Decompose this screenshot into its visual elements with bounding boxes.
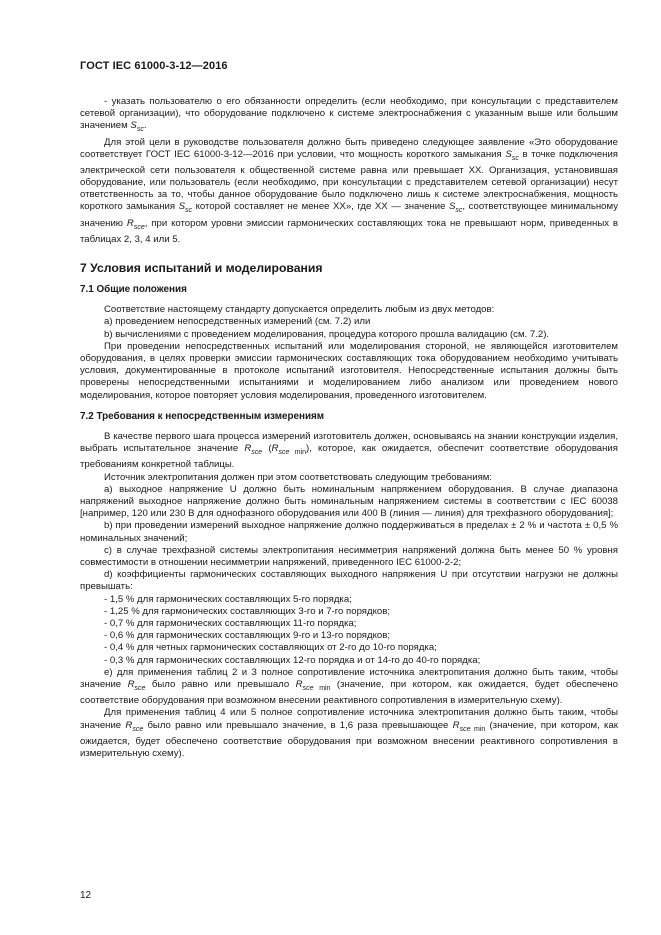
paragraph-7-1-conditions: При проведении непосредственных испытаний или моделирования стороной, не являющейся изготовителем оборудования, в целях проверки эмиссии гармонических составляющих тока оборудованием необходимо учитывать условия, документированные в протоколе испытаний изготовителя. Непосредственные испытания должны быть проверены непосредственными испытаниями и моделированием либо анализом или проведением нового моделирования, которое повторяет условия моделирования, проведенного изготовителем. xyxy=(80,340,618,401)
list-item-7-2-e: е) для применения таблиц 2 и 3 полное сопротивление источника электропитания должно быть таким, чтобы значение $R_{sce}$ было равно или превышало $R_{sce min}$ (значение, при котором, как ожидается, будет обеспечено соответствие оборудования при возможном внесении реактивного сопротивления в измерительную схему). xyxy=(80,666,618,707)
list-item-7-2-c: с) в случае трехфазной системы электропитания несимметрия напряжений должна быть менее 50 % уровня совместимости в отношении несимметрии напряжений, приведенного IEC 61000-2-2; xyxy=(80,544,618,569)
list-item: - 1,5 % для гармонических составляющих 5-го порядка; xyxy=(104,593,352,605)
list-item: - 0,6 % для гармонических составляющих 9-го и 13-го порядков; xyxy=(104,630,391,642)
harmonics-limits-list xyxy=(80,594,618,667)
paragraph-7-2-source-requirements: Источник электропитания должен при этом соответствовать следующим требованиям: xyxy=(104,471,493,483)
page-content xyxy=(80,96,618,760)
list-item: - 0,3 % для гармонических составляющих 12-го порядка и от 14-го до 40-го порядка; xyxy=(104,654,481,666)
list-item-7-1-b: b) вычислениями с проведением моделирования, процедура которого прошла валидацию (см. 7.2). xyxy=(104,328,550,340)
paragraph-7-2-tables-4-5: Для применения таблиц 4 или 5 полное сопротивление источника электропитания должно быть таким, чтобы значение $R_{sce}$ было равно или превышало значение, в 1,6 раза превышающее $R_{sce min}$ (значение, при котором, как ожидается, будет обеспечено соответствие оборудования при возможном внесении реактивного сопротивления в измерительную схему). xyxy=(80,707,618,759)
paragraph-7-1-intro: Соответствие настоящему стандарту допускается определить любым из двух методов: xyxy=(104,304,495,316)
list-item-7-2-b: b) при проведении измерений выходное напряжение должно поддерживаться в пределах ± 2 % и частота ± 0,5 % номинальных значений; xyxy=(80,520,618,544)
paragraph-user-obligation: - указать пользователю о его обязанности определить (если необходимо, при консультации с представителем сетевой организации), что оборудование подключено к системе электроснабжения с указанным выше или большим значением $S_{sc}$. xyxy=(80,96,618,134)
subsection-7-2-heading: 7.2 Требования к непосредственным измерениям xyxy=(80,410,325,422)
list-item-7-1-a: а) проведением непосредственных измерений (см. 7.2) или xyxy=(104,316,371,328)
running-header: ГОСТ IEC 61000-3-12—2016 xyxy=(80,60,228,72)
list-item: - 0,4 % для четных гармонических составляющих от 2-го до 10-го порядка; xyxy=(104,642,437,654)
paragraph-7-2-first-step: В качестве первого шага процесса измерений изготовитель должен, основываясь на знании конструкции изделия, выбрать испытательное значение $R_{sce}$ $(R_{sce min})$, которое, как ожидается, обеспечит соответствие оборудования требованиям конкретной таблицы. xyxy=(80,431,618,471)
list-item: - 1,25 % для гармонических составляющих 3-го и 7-го порядков; xyxy=(104,605,391,617)
list-item-7-2-d: d) коэффициенты гармонических составляющих выходного напряжения U при отсутствии нагрузки не должны превышать: xyxy=(80,569,618,593)
section-7-heading: 7 Условия испытаний и моделирования xyxy=(80,260,323,275)
page-number: 12 xyxy=(80,890,92,901)
list-item-7-2-a: а) выходное напряжение U должно быть номинальным напряжением оборудования. В случае диапазона напряжений выходное напряжение должно быть номинальным напряжением системы в соответствии с IEC 60038 [например, 120 или 230 В для однофазного оборудования или 400 В (линия — линия) для трехфазного оборудования]; xyxy=(80,483,618,520)
paragraph-user-manual-statement: Для этой цели в руководстве пользователя должно быть приведено следующее заявление «Это оборудование соответствует ГОСТ IEC 61000-3-12—2016 при условии, что мощность короткого замыкания $S_{sc}$ в точке подключения электрической сети пользователя к общественной системе равна или превышает XX. Организация, установившая оборудование, или пользователь (если необходимо, при консультации с представителем сетевой организации) несут ответственность за то, чтобы данное оборудование было подключено лишь к системе электроснабжения, мощность короткого замыкания $S_{sc}$ которой составляет не менее XX», где XX — значение $S_{sc}$, соответствующее минимальному значению $R_{sce}$, при котором уровни эмиссии гармонических составляющих тока не превышают норм, приведенных в таблицах 2, 3, 4 или 5. xyxy=(80,136,619,245)
list-item: - 0,7 % для гармонических составляющих 11-го порядка; xyxy=(104,618,357,630)
subsection-7-1-heading: 7.1 Общие положения xyxy=(80,284,187,296)
